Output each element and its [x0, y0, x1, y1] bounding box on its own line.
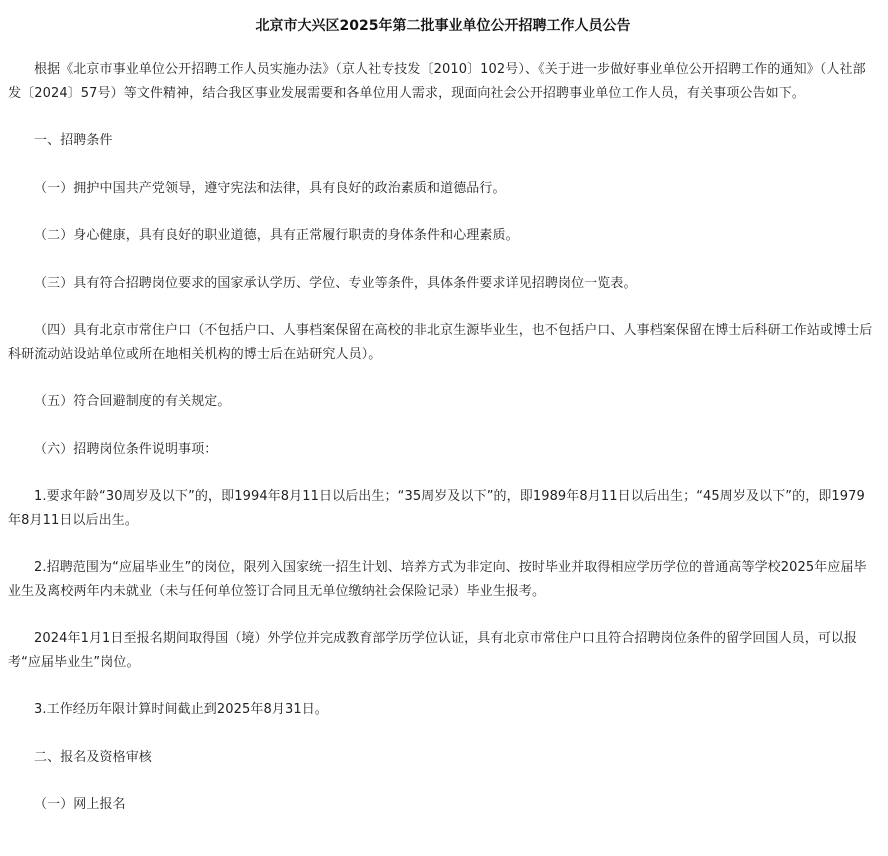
condition-item-3: （三）具有符合招聘岗位要求的国家承认学历、学位、专业等条件，具体条件要求详见招聘岗位一览表。 [34, 275, 637, 291]
note-overseas-returnees: 2024年1月1日至报名期间取得国（境）外学位并完成教育部学历学位认证，具有北京市常住户口且符合招聘岗位条件的留学回国人员，可以报考“应届毕业生”岗位。 [8, 631, 858, 670]
section-heading-recruitment-conditions: 一、招聘条件 [34, 133, 113, 148]
note-graduate-scope: 2.招聘范围为“应届毕业生”的岗位，限列入国家统一招生计划、培养方式为非定向、按时毕业并取得相应学历学位的普通高等学校2025年应届毕业生及离校两年内未就业（未与任何单位签订合同且无单位缴纳社会保险记录）毕业生报考。 [8, 560, 867, 599]
note-age-requirement: 1.要求年龄“30周岁及以下”的，即1994年8月11日以后出生；“35周岁及以下”的，即1989年8月11日以后出生；“45周岁及以下”的，即1979年8月11日以后出生。 [8, 489, 865, 528]
document-body [8, 58, 878, 817]
condition-item-5: （五）符合回避制度的有关规定。 [34, 394, 231, 409]
subsection-online-registration: （一）网上报名 [34, 797, 126, 812]
condition-item-6: （六）招聘岗位条件说明事项： [34, 441, 218, 457]
condition-item-1: （一）拥护中国共产党领导，遵守宪法和法律，具有良好的政治素质和道德品行。 [34, 180, 506, 196]
section-heading-registration: 二、报名及资格审核 [34, 749, 152, 765]
intro-paragraph: 根据《北京市事业单位公开招聘工作人员实施办法》（京人社专技发〔2010〕102号）、《关于进一步做好事业单位公开招聘工作的通知》（人社部发〔2024〕57号）等文件精神，结合我区事业发展需要和各单位用人需求，现面向社会公开招聘事业单位工作人员，有关事项公告如下。 [8, 62, 866, 101]
condition-item-2: （二）身心健康，具有良好的职业道德，具有正常履行职责的身体条件和心理素质。 [34, 228, 519, 243]
condition-item-4: （四）具有北京市常住户口（不包括户口、人事档案保留在高校的非北京生源毕业生，也不包括户口、人事档案保留在博士后科研工作站或博士后科研流动站设站单位或所在地相关机构的博士后在站研究人员）。 [8, 323, 873, 362]
document-title: 北京市大兴区2025年第二批事业单位公开招聘工作人员公告 [255, 18, 631, 34]
note-work-experience: 3.工作经历年限计算时间截止到2025年8月31日。 [34, 702, 328, 717]
